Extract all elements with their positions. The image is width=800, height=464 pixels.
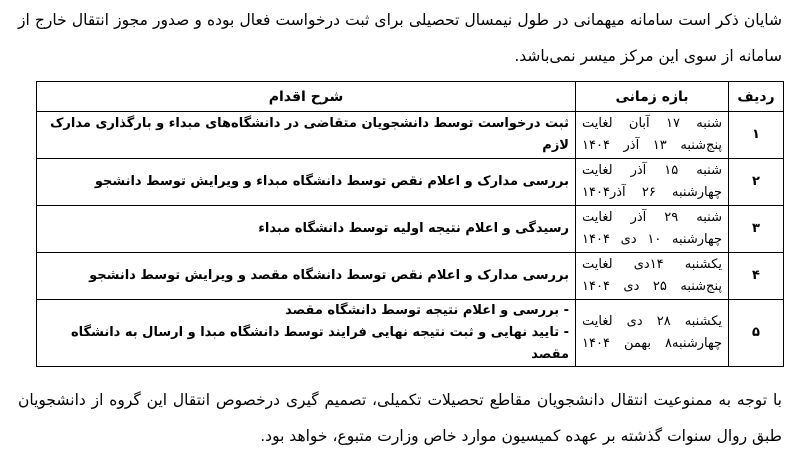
- action-description-line: - بررسی و اعلام نتیجه توسط دانشگاه مقصد: [285, 303, 569, 318]
- header-time-range: بازه زمانی: [576, 82, 729, 112]
- time-range-line: پنج‌شنبه ۱۳ آذر ۱۴۰۴: [582, 138, 722, 153]
- action-description-line: - تایید نهایی و ثبت نتیجه نهایی فرایند توسط دانشگاه مبدا و ارسال به دانشگاه مقصد: [71, 325, 569, 362]
- table-body: [37, 112, 784, 367]
- intro-paragraph: شایان ذکر است سامانه میهمانی در طول نیمسال تحصیلی برای ثبت درخواست فعال بوده و صدور مجوز انتقال خارج از سامانه از سوی این مرکز میسر نمی‌باشد.: [18, 11, 782, 65]
- row-number: ۳: [729, 206, 784, 253]
- time-range-cell: [576, 253, 729, 300]
- table-row: [37, 253, 784, 300]
- header-action-description: شرح اقدام: [37, 82, 576, 112]
- action-description-line: بررسی مدارک و اعلام نقص توسط دانشگاه مقصد و ویرایش توسط دانشجو: [89, 268, 569, 283]
- row-number: ۱: [729, 112, 784, 159]
- time-range-line: یکشنبه ۱۴دی لغایت: [582, 257, 722, 272]
- row-number: ۴: [729, 253, 784, 300]
- action-description-cell: [37, 112, 576, 159]
- closing-paragraph: با توجه به ممنوعیت انتقال دانشجویان مقاطع تحصیلات تکمیلی، تصمیم گیری درخصوص انتقال این گروه از دانشجویان طبق روال سنوات گذشته بر عهده کمیسیون موارد خاص وزارت متبوع، خواهد بود.: [18, 391, 782, 445]
- header-row-number: ردیف: [729, 82, 784, 112]
- action-description-cell: [37, 159, 576, 206]
- action-description-line: رسیدگی و اعلام نتیجه اولیه توسط دانشگاه مبداء: [258, 221, 569, 236]
- row-number: ۲: [729, 159, 784, 206]
- action-description-line: بررسی مدارک و اعلام نقص توسط دانشگاه مبداء و ویرایش توسط دانشجو: [94, 174, 569, 189]
- action-description-cell: [37, 253, 576, 300]
- time-range-cell: [576, 300, 729, 367]
- time-range-line: چهارشنبه ۲۶ آذر۱۴۰۴: [582, 185, 723, 200]
- row-number: ۵: [729, 300, 784, 367]
- time-range-line: یکشنبه ۲۸ دی لغایت: [582, 314, 723, 329]
- table-row: [37, 159, 784, 206]
- time-range-line: شنبه ۱۷ آبان لغایت: [582, 116, 722, 131]
- time-range-line: شنبه ۱۵ آذر لغایت: [582, 163, 722, 178]
- time-range-line: شنبه ۲۹ آذر لغایت: [582, 210, 722, 225]
- time-range-line: چهارشنبه ۱۰ دی ۱۴۰۴: [582, 232, 723, 247]
- table-header-row: [37, 82, 784, 112]
- time-range-line: پنج‌شنبه ۲۵ دی ۱۴۰۴: [582, 279, 722, 294]
- table-row: [37, 112, 784, 159]
- time-range-cell: [576, 112, 729, 159]
- time-range-line: چهارشنبه۸ بهمن ۱۴۰۴: [582, 336, 722, 351]
- table-row: [37, 300, 784, 367]
- time-range-cell: [576, 159, 729, 206]
- schedule-table: [36, 81, 784, 367]
- action-description-line: ثبت درخواست توسط دانشجویان متقاضی در دانشگاه‌های مبداء و بارگذاری مدارک لازم: [50, 116, 569, 153]
- action-description-cell: [37, 206, 576, 253]
- table-row: [37, 206, 784, 253]
- action-description-cell: [37, 300, 576, 367]
- time-range-cell: [576, 206, 729, 253]
